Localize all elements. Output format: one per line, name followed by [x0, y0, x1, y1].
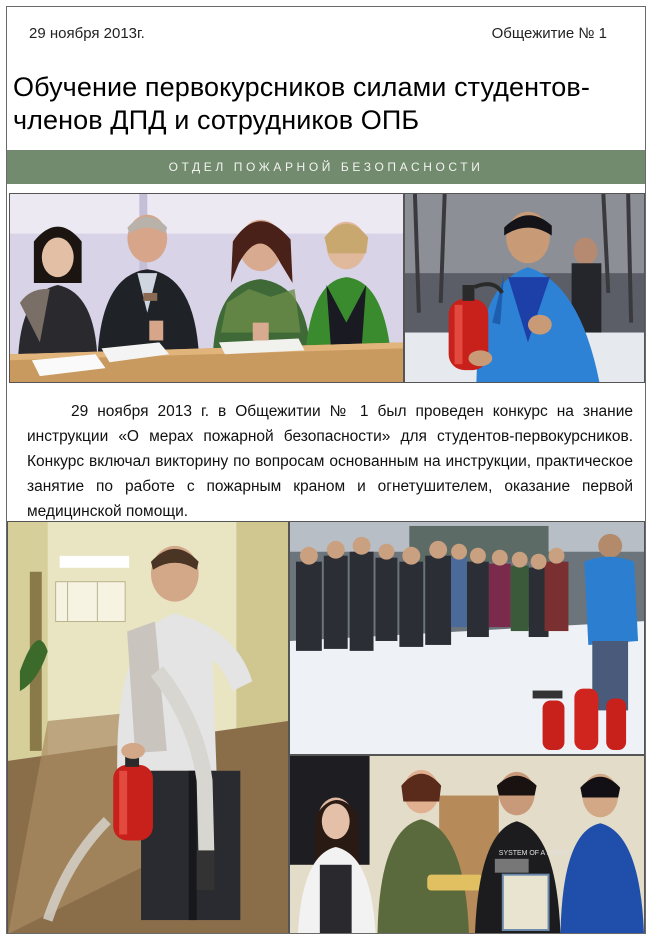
photo-student-with-extinguisher	[404, 193, 645, 383]
dormitory-label: Общежитие № 1	[491, 25, 607, 42]
photo-corridor-fire-hose	[7, 521, 289, 934]
article-body: 29 ноября 2013 г. в Общежитии № 1 был проведен конкурс на знание инструкции «О мерах пожарной безопасности» для студентов-первокурсников. Конкурс включал викторину по вопросам основанным на инструкции, практическое занятие по работе с пожарным краном и огнетушителем, оказание первой медицинской помощи.	[27, 403, 633, 520]
shirt-print: SYSTEM OF A DOWN	[498, 849, 569, 857]
department-band: ОТДЕЛ ПОЖАРНОЙ БЕЗОПАСНОСТИ	[7, 150, 645, 184]
newsletter-page	[6, 6, 646, 934]
photo-group-in-snow	[289, 521, 645, 755]
photo-jury-at-table	[9, 193, 404, 383]
photo-winners-with-certificates	[289, 755, 645, 934]
issue-date: 29 ноября 2013г.	[29, 25, 145, 42]
header-line	[29, 25, 607, 43]
article-title: Обучение первокурсников силами студентов-членов ДПД и сотрудников ОПБ	[13, 72, 590, 135]
